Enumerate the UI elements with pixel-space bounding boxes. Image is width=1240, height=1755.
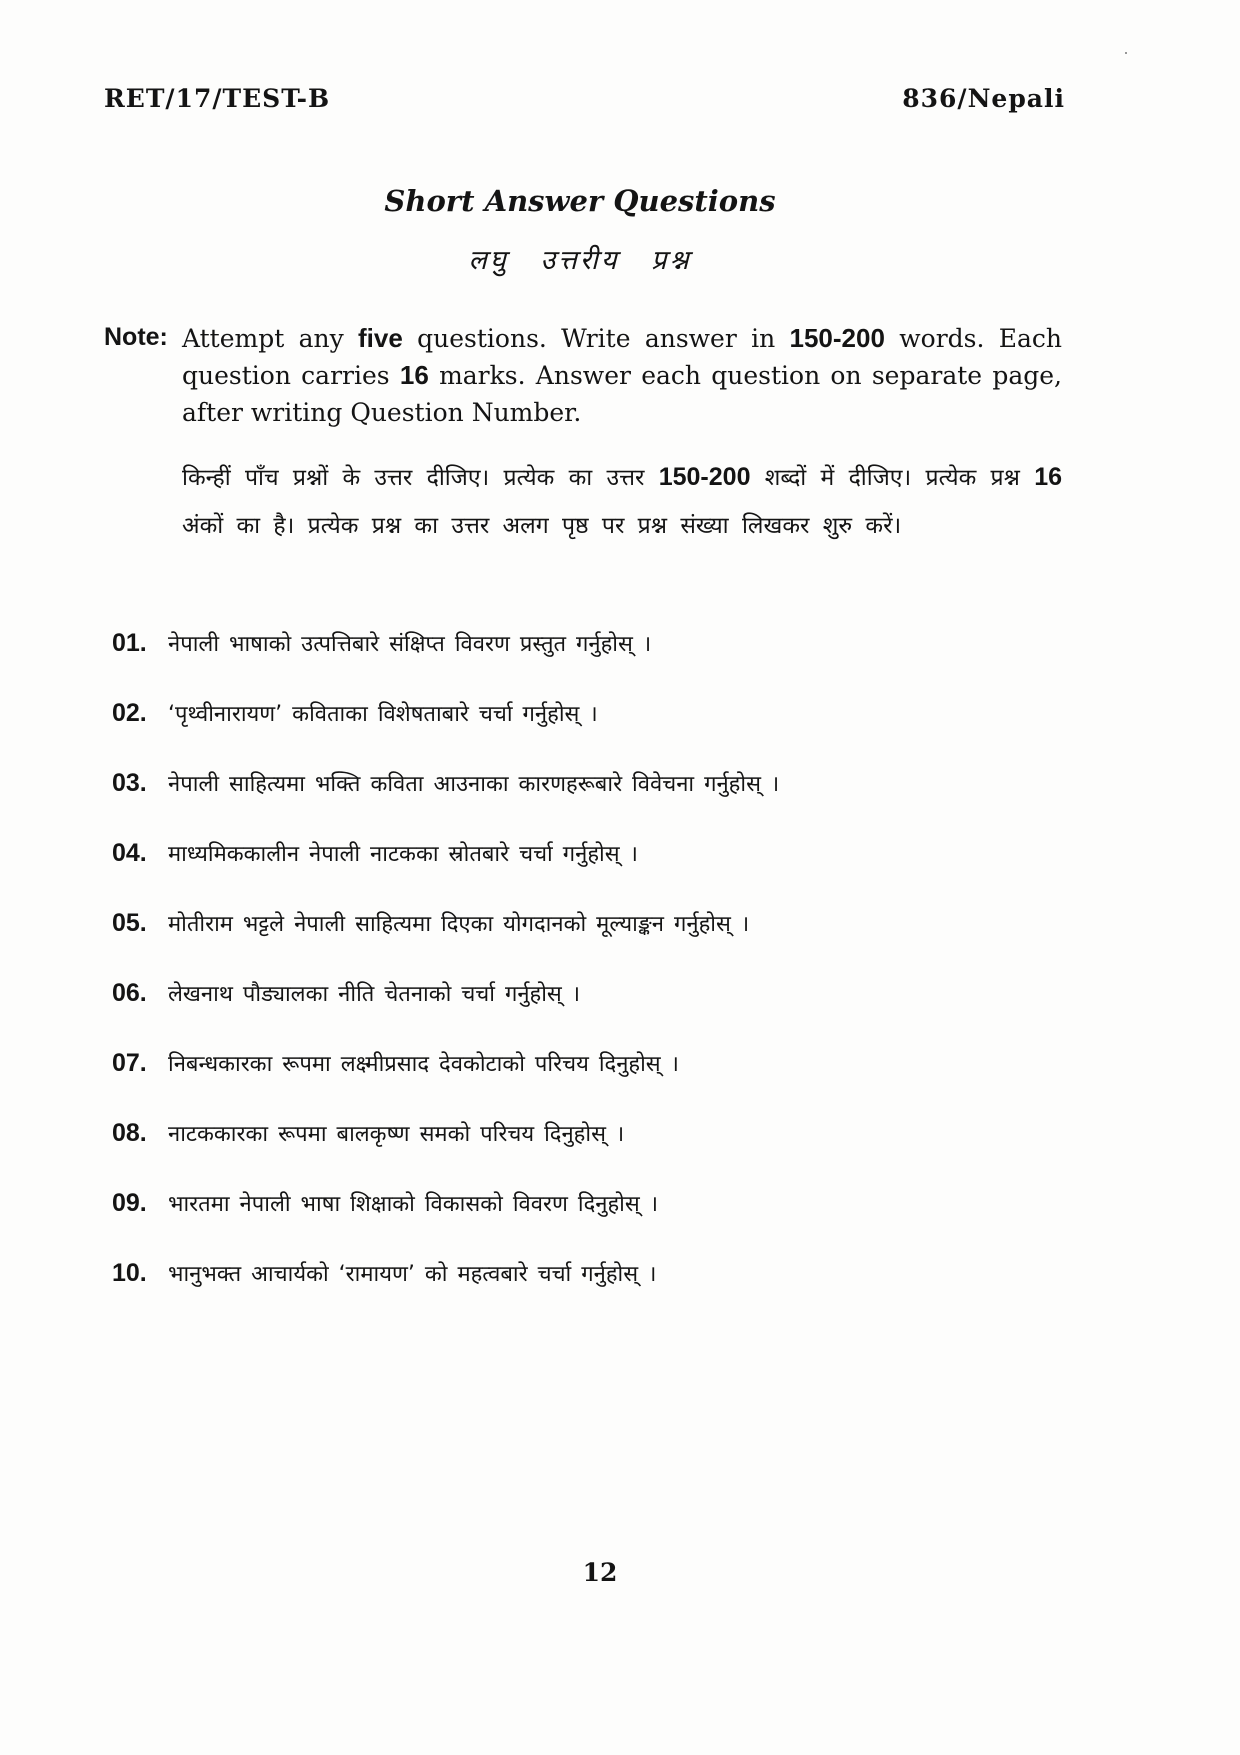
note-hindi [182, 453, 1062, 550]
question-item [112, 978, 580, 1018]
section-title-hindi-word: लघु [468, 245, 509, 276]
note-hi-text: शब्दों में दीजिए। प्रत्येक प्रश्न [764, 465, 1020, 491]
question-number: 05. [112, 909, 147, 937]
question-text: भानुभक्त आचार्यको ‘रामायण’ को महत्वबारे चर्चा गर्नुहोस् । [168, 1262, 657, 1287]
question-item [112, 838, 638, 878]
question-item [112, 768, 779, 808]
question-item [112, 1048, 679, 1088]
exam-code: RET/17/TEST-B [104, 84, 331, 113]
subject-code: 836/Nepali [902, 84, 1065, 113]
page-number: 12 [582, 1558, 618, 1587]
question-item [112, 1258, 656, 1298]
note-en-words: 150-200 [789, 323, 885, 353]
question-number: 09. [112, 1189, 147, 1217]
question-text: भारतमा नेपाली भाषा शिक्षाको विकासको विवरण दिनुहोस् । [168, 1192, 659, 1217]
section-title: Short Answer Questions [384, 184, 776, 218]
question-text: ‘पृथ्वीनारायण’ कविताका विशेषताबारे चर्चा गर्नुहोस् । [168, 702, 598, 727]
note-en-text: Attempt any [182, 324, 344, 353]
question-item [112, 698, 598, 738]
question-text: माध्यमिककालीन नेपाली नाटकका स्रोतबारे चर्चा गर्नुहोस् । [168, 842, 638, 867]
note-en-five: five [358, 323, 403, 353]
note-label: Note: [104, 323, 168, 351]
note-en-text: questions. Write answer in [417, 324, 776, 353]
question-text: नाटककारका रूपमा बालकृष्ण समको परिचय दिनुहोस् । [168, 1122, 625, 1147]
question-text: मोतीराम भट्टले नेपाली साहित्यमा दिएका योगदानको मूल्याङ्कन गर्नुहोस् । [168, 912, 750, 937]
question-number: 04. [112, 839, 147, 867]
note-hi-words: 150-200 [658, 463, 751, 491]
section-title-hindi [0, 240, 1160, 277]
scan-speck [1125, 52, 1127, 54]
question-number: 06. [112, 979, 147, 1007]
section-title-hindi-word: प्रश्न [651, 245, 692, 276]
question-text: नेपाली भाषाको उत्पत्तिबारे संक्षिप्त विवरण प्रस्तुत गर्नुहोस् । [168, 632, 652, 657]
question-number: 10. [112, 1259, 147, 1287]
question-number: 03. [112, 769, 147, 797]
section-title-hindi-word: उत्तरीय [540, 245, 620, 276]
question-text: नेपाली साहित्यमा भक्ति कविता आउनाका कारणहरूबारे विवेचना गर्नुहोस् । [168, 772, 780, 797]
question-item [112, 908, 749, 948]
note-hi-marks: 16 [1034, 463, 1063, 491]
note-hi-text: किन्हीं पाँच प्रश्नों के उत्तर दीजिए। प्रत्येक का उत्तर [182, 465, 645, 491]
question-text: निबन्धकारका रूपमा लक्ष्मीप्रसाद देवकोटाको परिचय दिनुहोस् । [168, 1052, 680, 1077]
question-item [112, 628, 651, 668]
note-en-text: words. Each question carries [182, 324, 1062, 390]
question-number: 01. [112, 629, 147, 657]
question-number: 07. [112, 1049, 147, 1077]
note-en-text: marks. Answer each question on separate page, after writing Question Number. [182, 361, 1062, 427]
note-english [182, 320, 1062, 431]
question-number: 08. [112, 1119, 147, 1147]
question-text: लेखनाथ पौड्यालका नीति चेतनाको चर्चा गर्नुहोस् । [168, 982, 581, 1007]
note-hi-text: अंकों का है। प्रत्येक प्रश्न का उत्तर अलग पृष्ठ पर प्रश्न संख्या लिखकर शुरु करें। [182, 513, 902, 539]
question-item [112, 1188, 658, 1228]
question-number: 02. [112, 699, 147, 727]
question-item [112, 1118, 624, 1158]
note-en-marks: 16 [399, 360, 429, 390]
